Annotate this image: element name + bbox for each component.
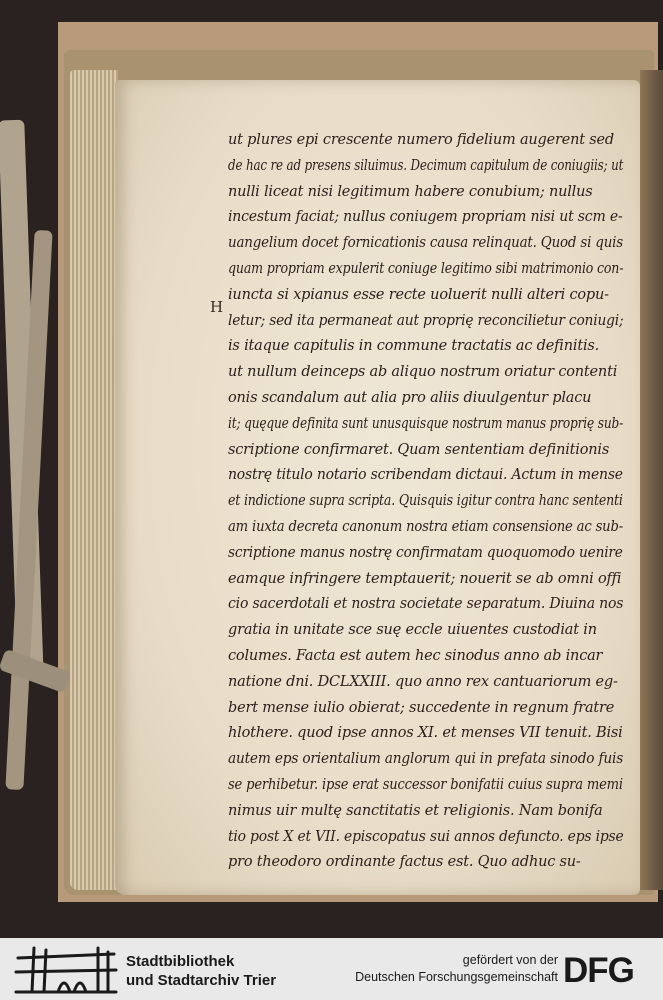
manuscript-line: autem eps orientalium anglorum qui in prefata sinodo fuis — [228, 751, 624, 768]
manuscript-line: scriptione manus nostrę confirmatam quoquomodo uenire — [228, 544, 623, 561]
institution-name — [126, 952, 276, 990]
manuscript-line: tio post X et VII. episcopatus sui annos defuncto. eps ipse — [228, 828, 624, 845]
manuscript-line: se perhibetur. ipse erat successor bonifatii cuius supra memi — [228, 776, 623, 793]
manuscript-line: nulli liceat nisi legitimum habere conubium; nullus — [228, 183, 593, 200]
stadtbibliothek-logo-icon — [12, 944, 120, 996]
manuscript-line: gratia in unitate sce suę eccle uiuentes custodiat in — [228, 622, 597, 639]
manuscript-line: eamque infringere temptauerit; nouerit se ab omni offi — [228, 570, 622, 587]
page-edges — [70, 70, 118, 890]
margin-mark: H — [210, 298, 224, 316]
manuscript-line: de hac re ad presens siluimus. Decimum capitulum de coniugiis; ut — [228, 157, 624, 174]
manuscript-line: bert mense iulio obierat; succedente in regnum fratre — [228, 699, 615, 716]
manuscript-line: iuncta si xpianus esse recte uoluerit nulli alteri copu- — [228, 286, 609, 303]
funding-note — [355, 952, 558, 986]
manuscript-line: nimus uir multę sanctitatis et religionis. Nam bonifa — [228, 802, 603, 819]
manuscript-line: cio sacerdotali et nostra societate separatum. Diuina nos — [228, 596, 624, 613]
manuscript-line: ut plures epi crescente numero fidelium augerent sed — [228, 132, 614, 148]
manuscript-line: uangelium docet fornicationis causa relinquat. Quod si quis — [228, 235, 623, 252]
manuscript-line: letur; sed ita permaneat aut proprię reconcilietur coniugi; — [228, 312, 624, 329]
manuscript-line: scriptione confirmaret. Quam sententiam definitionis — [228, 441, 610, 458]
manuscript-line: hlothere. quod ipse annos XI. et menses VII tenuit. Bisi — [228, 725, 623, 742]
manuscript-line: nostrę titulo notario scribendam dictaui. Actum in mense — [228, 467, 623, 484]
footer-bar — [0, 938, 663, 1000]
manuscript-line: et indictione supra scripta. Quisquis igitur contra hanc sententi — [228, 493, 623, 510]
manuscript-text-block — [228, 128, 628, 876]
funding-line-2: Deutschen Forschungsgemeinschaft — [355, 970, 558, 984]
manuscript-line: it; quęque definita sunt unusquisque nostrum manus proprię sub- — [228, 415, 624, 432]
funding-line-1: gefördert von der — [462, 953, 558, 967]
manuscript-line: quam propriam expulerit coniuge legitimo sibi matrimonio con- — [228, 260, 624, 277]
manuscript-line: ut nullum deinceps ab aliquo nostrum oriatur contenti — [228, 364, 618, 381]
institution-line-1: Stadtbibliothek — [126, 953, 235, 970]
dfg-logo — [563, 951, 655, 987]
manuscript-line: am iuxta decreta canonum nostra etiam consensione ac sub- — [228, 518, 624, 535]
manuscript-line: columes. Facta est autem hec sinodus anno ab incar — [228, 647, 603, 664]
institution-line-2: und Stadtarchiv Trier — [126, 972, 277, 989]
manuscript-line: is itaque capitulis in commune tractatis ac definitis. — [228, 338, 600, 355]
manuscript-line: onis scandalum aut alia pro aliis diuulgentur placu — [228, 389, 592, 406]
manuscript-line: incestum faciat; nullus coniugem propriam nisi ut scm e- — [228, 209, 623, 226]
manuscript-line: natione dni. DCLXXIII. quo anno rex cantuariorum eg- — [228, 673, 618, 690]
dfg-logo-text: DFG — [563, 951, 634, 987]
binding-gutter — [640, 70, 663, 890]
manuscript-line: pro theodoro ordinante factus est. Quo adhuc su- — [228, 854, 581, 871]
